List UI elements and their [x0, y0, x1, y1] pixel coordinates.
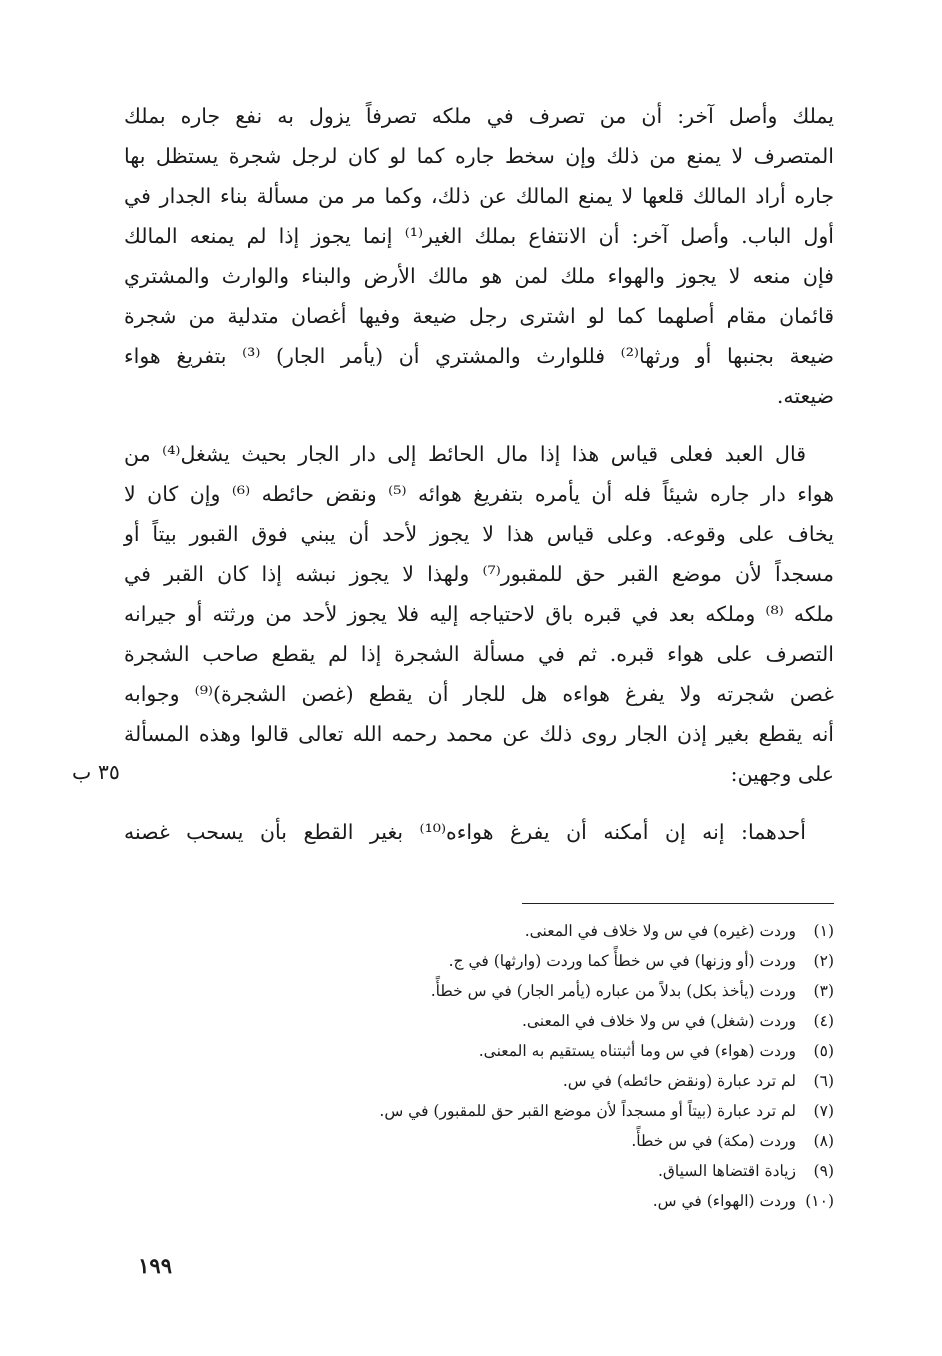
paragraph-3 — [124, 812, 834, 852]
footnote-text: زيادة اقتضاها السياق. — [657, 1162, 796, 1180]
footnotes — [124, 916, 834, 1216]
paragraph-1 — [124, 96, 834, 416]
footnote-item — [124, 1066, 834, 1096]
text-line: ضيعة بجنبها أو ورثها⁽²⁾ فللوارث والمشتري أن (يأمر الجار) ⁽³⁾ بتفريغ هواء — [124, 344, 835, 368]
footnote-number: (٢) — [813, 952, 834, 970]
text-line: قال العبد فعلى قياس هذا إذا مال الحائط إلى دار الجار بحيث يشغل⁽⁴⁾ من — [124, 442, 806, 466]
footnote-number: (١) — [813, 922, 834, 940]
text-line: يملك وأصل آخر: أن من تصرف في ملكه تصرفاً يزول به نفع جاره بملك — [124, 104, 834, 128]
text-line: فإن منعه لا يجوز والهواء ملك لمن هو مالك الأرض والبناء والوارث والمشتري — [124, 264, 834, 288]
footnote-number: (٧) — [813, 1102, 834, 1120]
footnote-item — [124, 1126, 834, 1156]
footnote-number: (٨) — [813, 1132, 834, 1150]
footnote-item — [124, 916, 834, 946]
manuscript-folio-marker: ٣٥ ب — [72, 760, 120, 784]
footnote-text: لم ترد عبارة (ونقض حائطه) في س. — [562, 1072, 796, 1090]
text-line: أحدهما: إنه إن أمكنه أن يفرغ هواءه⁽¹⁰⁾ بغير القطع بأن يسحب غصنه — [124, 820, 806, 844]
footnote-text: وردت (أو وزنها) في س خطأً كما وردت (وارثها) في ج. — [448, 952, 796, 970]
main-text — [124, 96, 834, 852]
paragraph-gap — [124, 416, 834, 434]
footnote-number: (٣) — [813, 982, 834, 1000]
footnote-text: وردت (الهواء) في س. — [652, 1192, 796, 1210]
text-line: قائمان مقام أصلهما كما لو اشترى رجل ضيعة وفيها أغصان متدلية من شجرة — [124, 304, 834, 328]
text-line: أنه يقطع بغير إذن الجار روى ذلك عن محمد رحمه الله تعالى قالوا وهذه المسألة — [124, 722, 834, 746]
footnote-item — [124, 976, 834, 1006]
footnote-item — [124, 1036, 834, 1066]
text-line: أول الباب. وأصل آخر: أن الانتفاع بملك الغير⁽¹⁾ إنما يجوز إذا لم يمنعه المالك — [124, 224, 834, 248]
paragraph-2 — [124, 434, 834, 794]
footnote-number: (٦) — [813, 1072, 834, 1090]
text-line: ضيعته. — [776, 384, 834, 408]
footnote-text: وردت (هواء) في س وما أثبتناه يستقيم به المعنى. — [478, 1042, 796, 1060]
footnote-item — [124, 1096, 834, 1126]
footnote-number: (٤) — [813, 1012, 834, 1030]
text-line: غصن شجرته ولا يفرغ هواءه هل للجار أن يقطع (غصن الشجرة)⁽⁹⁾ وجوابه — [124, 682, 834, 706]
footnote-item — [124, 1006, 834, 1036]
footnote-item — [124, 1186, 834, 1216]
paragraph-gap — [124, 794, 834, 812]
text-line: على وجهين: — [730, 762, 834, 786]
text-line: جاره أراد المالك قلعها لا يمنع المالك عن ذلك، وكما مر من مسألة بناء الجدار في — [124, 184, 834, 208]
footnote-item — [124, 1156, 834, 1186]
footnote-number: (١٠) — [805, 1192, 834, 1210]
footnote-separator — [522, 903, 834, 904]
text-line: يخاف على وقوعه. وعلى قياس هذا لا يجوز لأحد أن يبني فوق القبور بيتاً أو — [124, 522, 834, 546]
footnote-text: وردت (شغل) في س ولا خلاف في المعنى. — [521, 1012, 796, 1030]
text-line: المتصرف لا يمنع من ذلك وإن سخط جاره كما لو كان لرجل شجرة يستظل بها — [124, 144, 834, 168]
text-line: هواء دار جاره شيئاً فله أن يأمره بتفريغ هوائه ⁽⁵⁾ ونقض حائطه ⁽⁶⁾ وإن كان لا — [124, 482, 835, 506]
footnote-text: وردت (مكة) في س خطأً. — [631, 1132, 796, 1150]
page-number: ١٩٩ — [138, 1253, 172, 1278]
text-line: مسجداً لأن موضع القبر حق للمقبور⁽⁷⁾ ولهذا لا يجوز نبشه إذا كان القبر في — [124, 562, 834, 586]
footnote-text: وردت (يأخذ بكل) بدلاً من عباره (يأمر الجار) في س خطأً. — [430, 982, 796, 1000]
footnote-number: (٩) — [813, 1162, 834, 1180]
text-line: التصرف على هواء قبره. ثم في مسألة الشجرة إذا لم يقطع صاحب الشجرة — [124, 642, 834, 666]
footnote-item — [124, 946, 834, 976]
footnote-text: لم ترد عبارة (بيتاً أو مسجداً لأن موضع القبر حق للمقبور) في س. — [379, 1102, 796, 1120]
footnote-text: وردت (غيره) في س ولا خلاف في المعنى. — [524, 922, 796, 940]
text-line: ملكه ⁽⁸⁾ وملكه بعد في قبره باق لاحتياجه إليه فلا يجوز لأحد من ورثته أو جيرانه — [124, 602, 834, 626]
footnote-number: (٥) — [813, 1042, 834, 1060]
